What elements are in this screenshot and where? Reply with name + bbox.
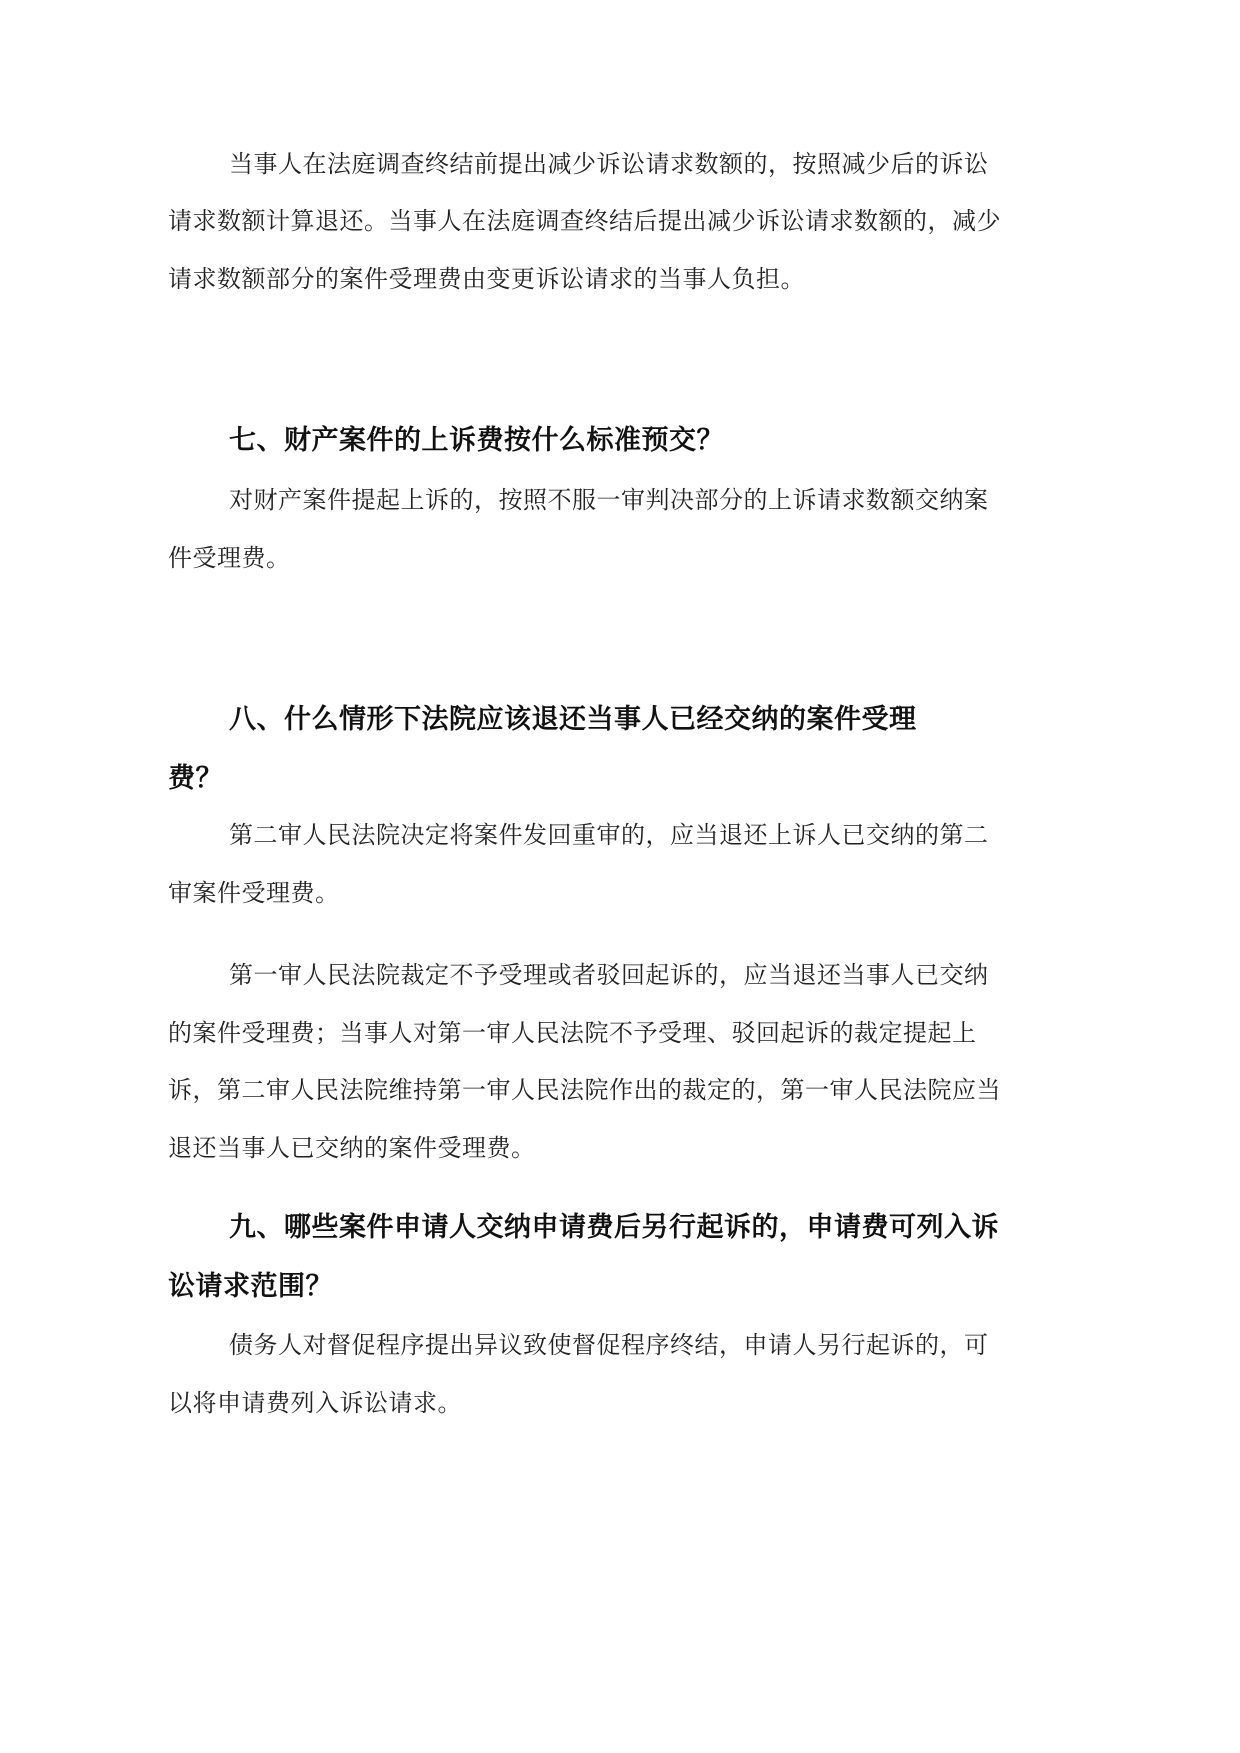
section-heading: 费？	[168, 763, 223, 794]
paragraph-line: 对财产案件提起上诉的，按照不服一审判决部分的上诉请求数额交纳案	[229, 486, 989, 514]
section-heading: 七、财产案件的上诉费按什么标准预交？	[229, 425, 724, 456]
section-heading: 八、什么情形下法院应该退还当事人已经交纳的案件受理	[229, 704, 917, 735]
paragraph-line: 件受理费。	[168, 544, 291, 572]
paragraph-line: 当事人在法庭调查终结前提出减少诉讼请求数额的，按照减少后的诉讼	[229, 150, 989, 178]
paragraph-line: 的案件受理费；当事人对第一审人民法院不予受理、驳回起诉的裁定提起上	[168, 1019, 977, 1047]
paragraph-line: 第一审人民法院裁定不予受理或者驳回起诉的，应当退还当事人已交纳	[229, 961, 989, 989]
paragraph-line: 请求数额计算退还。当事人在法庭调查终结后提出减少诉讼请求数额的，减少	[168, 207, 1001, 235]
paragraph-line: 请求数额部分的案件受理费由变更诉讼请求的当事人负担。	[168, 265, 805, 293]
paragraph-line: 诉，第二审人民法院维持第一审人民法院作出的裁定的，第一审人民法院应当	[168, 1076, 1001, 1104]
section-heading: 九、哪些案件申请人交纳申请费后另行起诉的，申请费可列入诉	[229, 1212, 999, 1243]
paragraph-line: 债务人对督促程序提出异议致使督促程序终结，申请人另行起诉的，可	[229, 1331, 989, 1359]
section-heading: 讼请求范围？	[168, 1271, 333, 1302]
paragraph-line: 第二审人民法院决定将案件发回重审的，应当退还上诉人已交纳的第二	[229, 821, 989, 849]
paragraph-line: 审案件受理费。	[168, 879, 340, 907]
paragraph-line: 以将申请费列入诉讼请求。	[168, 1389, 462, 1417]
paragraph-line: 退还当事人已交纳的案件受理费。	[168, 1134, 536, 1162]
